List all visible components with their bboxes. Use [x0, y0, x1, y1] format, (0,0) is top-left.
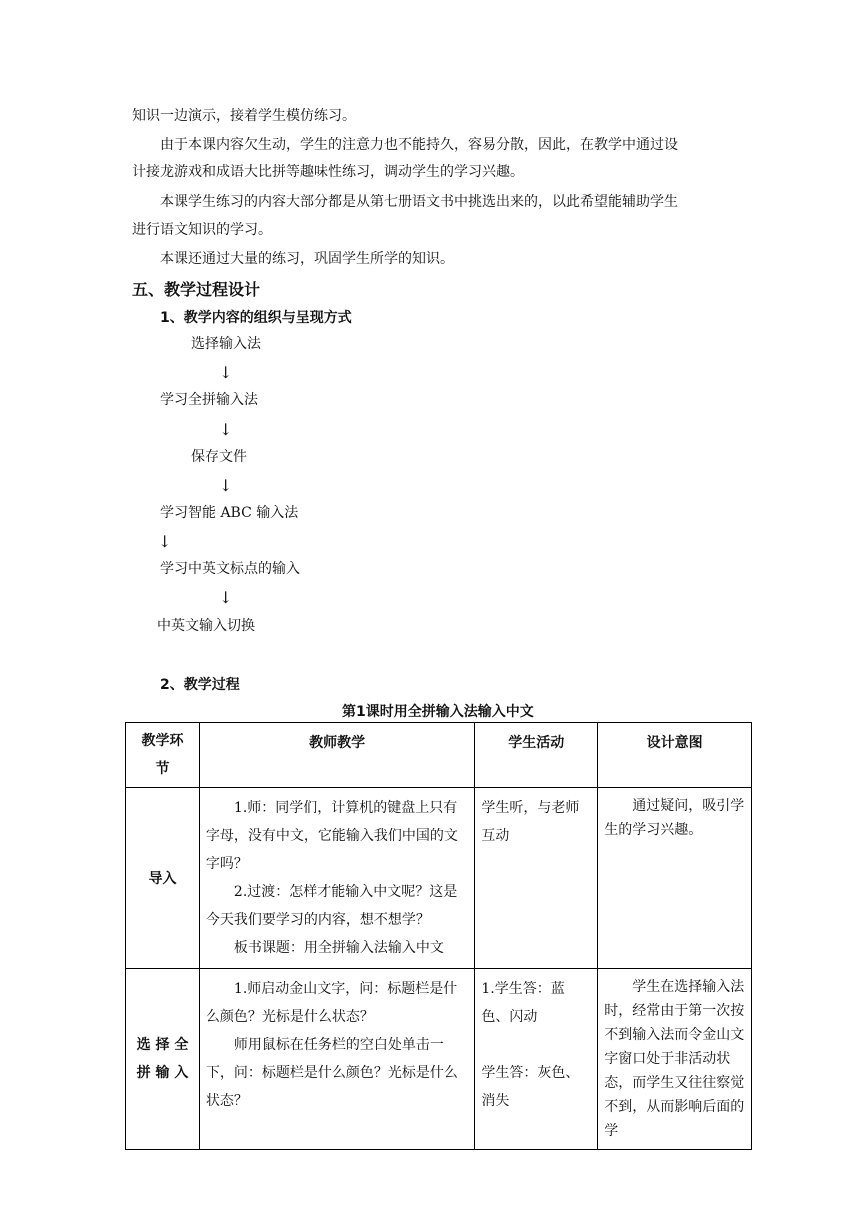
subsection-title-1: 1、教学内容的组织与呈现方式 [160, 310, 352, 326]
flow-arrow-1: ↓ [219, 363, 233, 382]
table-row [126, 969, 752, 1150]
student-text: 学生听，与老师互动 [481, 800, 580, 844]
flow-arrow-3: ↓ [219, 476, 233, 495]
flow-step-3: 保存文件 [191, 449, 247, 465]
intent-text: 通过疑问，吸引学生的学习兴趣。 [604, 798, 745, 838]
intent-cell [598, 788, 752, 969]
table-row [126, 788, 752, 969]
paragraph-line-5: 进行语文知识的学习。 [132, 222, 272, 238]
flow-step-4: 学习智能 ABC 输入法 [160, 505, 299, 521]
teacher-text: 1.师启动金山文字，问：标题栏是什么颜色？光标是什么状态？ [205, 981, 458, 1025]
student-cell [475, 969, 598, 1150]
flow-step-5: 学习中英文标点的输入 [160, 561, 300, 577]
table-header-row [126, 723, 752, 788]
flow-arrow-4: ↓ [158, 532, 172, 551]
teacher-cell [199, 788, 474, 969]
paragraph-line-2: 由于本课内容欠生动，学生的注意力也不能持久，容易分散，因此，在教学中通过设 [160, 137, 678, 153]
teacher-text: 板书课题：用全拼输入法输入中文 [233, 940, 444, 956]
table-title: 第1课时用全拼输入法输入中文 [342, 704, 534, 720]
teacher-cell [199, 969, 474, 1150]
flow-step-6: 中英文输入切换 [157, 618, 255, 634]
student-text: 1.学生答：蓝色、闪动 [481, 981, 565, 1025]
paragraph-line-1: 知识一边演示，接着学生模仿练习。 [132, 108, 356, 124]
stage-cell: 选 择 全 拼 输 入 [126, 969, 200, 1150]
student-cell [475, 788, 598, 969]
intent-text: 学生在选择输入法时，经常由于第一次按不到输入法而令金山文字窗口处于非活动状态，而学生又往往察觉不到，从而影响后面的学 [604, 979, 745, 1139]
teacher-text: 师用鼠标在任务栏的空白处单击一下，问：标题栏是什么颜色？光标是什么状态？ [205, 1037, 458, 1109]
lesson-table [125, 722, 752, 1150]
paragraph-line-6: 本课还通过大量的练习，巩固学生所学的知识。 [160, 251, 454, 267]
header-student: 学生活动 [475, 723, 598, 788]
header-teacher: 教师教学 [199, 723, 474, 788]
intent-cell [598, 969, 752, 1150]
flow-arrow-2: ↓ [219, 420, 233, 439]
paragraph-line-3: 计接龙游戏和成语大比拼等趣味性练习，调动学生的学习兴趣。 [132, 164, 524, 180]
flow-step-1: 选择输入法 [191, 336, 261, 352]
paragraph-line-4: 本课学生练习的内容大部分都是从第七册语文书中挑选出来的，以此希望能辅助学生 [160, 194, 678, 210]
header-stage: 教学环节 [126, 723, 200, 788]
subsection-title-2: 2、教学过程 [160, 677, 240, 693]
section-title: 五、教学过程设计 [132, 280, 261, 299]
teacher-text: 2.过渡：怎样才能输入中文呢？这是今天我们要学习的内容，想不想学？ [205, 884, 458, 928]
student-text: 学生答：灰色、消失 [481, 1065, 580, 1109]
flow-arrow-5: ↓ [219, 588, 233, 607]
flow-step-2: 学习全拼输入法 [160, 392, 258, 408]
stage-cell: 导入 [126, 788, 200, 969]
teacher-text: 1.师：同学们，计算机的键盘上只有字母，没有中文，它能输入我们中国的文字吗？ [205, 800, 458, 872]
header-intent: 设计意图 [598, 723, 752, 788]
